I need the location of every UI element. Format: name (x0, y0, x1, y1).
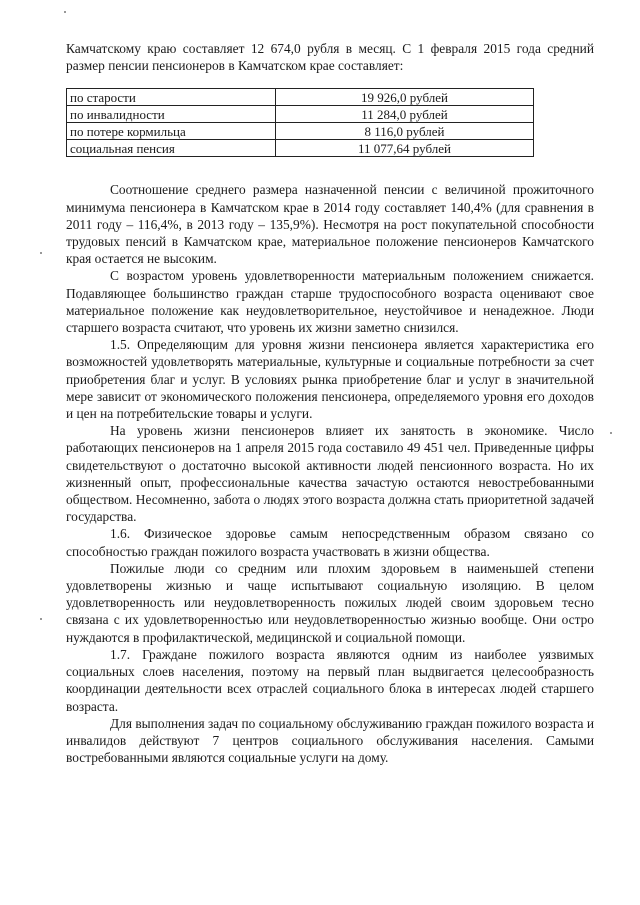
scan-speck (40, 618, 42, 620)
intro-paragraph: Камчатскому краю составляет 12 674,0 рубля в месяц. С 1 февраля 2015 года средний размер пенсии пенсионеров в Камчатском крае составляет: (66, 41, 594, 74)
pension-table (66, 88, 534, 157)
scan-speck (40, 252, 42, 254)
table-cell-label: по потере кормильца (67, 123, 276, 140)
table-cell-value: 19 926,0 рублей (276, 89, 534, 106)
scan-speck (64, 11, 66, 13)
table-cell-value: 8 116,0 рублей (276, 123, 534, 140)
paragraph-health: Пожилые люди со средним или плохим здоровьем в наименьшей степени удовлетворены жизнью и чаще испытывают социальную изоляцию. В целом удовлетворенность или неудовлетворенность пожилых людей своим здоровьем тесно связана с их удовлетворенностью или неудовлетворенностью жизнью вообще. Они остро нуждаются в профилактической, медицинской и социальной помощи. (66, 560, 594, 645)
table-cell-label: по старости (67, 89, 276, 106)
table-cell-value: 11 284,0 рублей (276, 106, 534, 123)
paragraph-pension-ratio: Соотношение среднего размера назначенной пенсии с величиной прожиточного минимума пенсионера в Камчатском крае в 2014 году составляет 140,4% (для сравнения в 2011 году – 116,4%, в 2013 году – 135,9%). Несмотря на рост покупательной способности трудовых пенсий в Камчатском крае, материальное положение пенсионеров Камчатского края остается не высоким. (66, 182, 594, 267)
scan-speck (610, 432, 612, 434)
table-row (67, 123, 534, 140)
paragraph-section-1-6: 1.6. Физическое здоровье самым непосредственным образом связано со способностью граждан пожилого возраста участвовать в жизни общества. (66, 526, 594, 559)
table-row (67, 140, 534, 157)
paragraph-section-1-7: 1.7. Граждане пожилого возраста являются одним из наиболее уязвимых социальных слоев населения, поэтому на первый план выдвигается целесообразность координации деятельности всех отраслей социального блока в интересах людей старшего возраста. (66, 646, 594, 714)
paragraph-employment: На уровень жизни пенсионеров влияет их занятость в экономике. Число работающих пенсионеров на 1 апреля 2015 года составило 49 451 чел. Приведенные цифры свидетельствуют о достаточно высокой активности людей пенсионного возраста. Но их жизненный опыт, профессиональные качества зачастую остаются невостребованными обществом. Несомненно, забота о людях этого возраста должна стать приоритетной задачей государства. (66, 423, 594, 525)
table-row (67, 106, 534, 123)
paragraph-section-1-5: 1.5. Определяющим для уровня жизни пенсионера является характеристика его возможностей удовлетворять материальные, культурные и социальные потребности за счет приобретения благ и услуг. В условиях рынка приобретение благ и услуг в значительной мере зависит от экономического положения пенсионера, определяемого уровня его доходов и цен на потребительские товары и услуги. (66, 337, 594, 422)
table-cell-label: социальная пенсия (67, 140, 276, 157)
table-cell-value: 11 077,64 рублей (276, 140, 534, 157)
paragraph-satisfaction: С возрастом уровень удовлетворенности материальным положением снижается. Подавляющее большинство граждан старше трудоспособного возраста оценивают свое материальное положение как неудовлетворительное, неустойчивое и ненадежное. Люди старшего возраста считают, что уровень их жизни заметно снизился. (66, 268, 594, 336)
table-cell-label: по инвалидности (67, 106, 276, 123)
table-row (67, 89, 534, 106)
paragraph-social-centers: Для выполнения задач по социальному обслуживанию граждан пожилого возраста и инвалидов действуют 7 центров социального обслуживания населения. Самыми востребованными являются социальные услуги на дому. (66, 715, 594, 766)
